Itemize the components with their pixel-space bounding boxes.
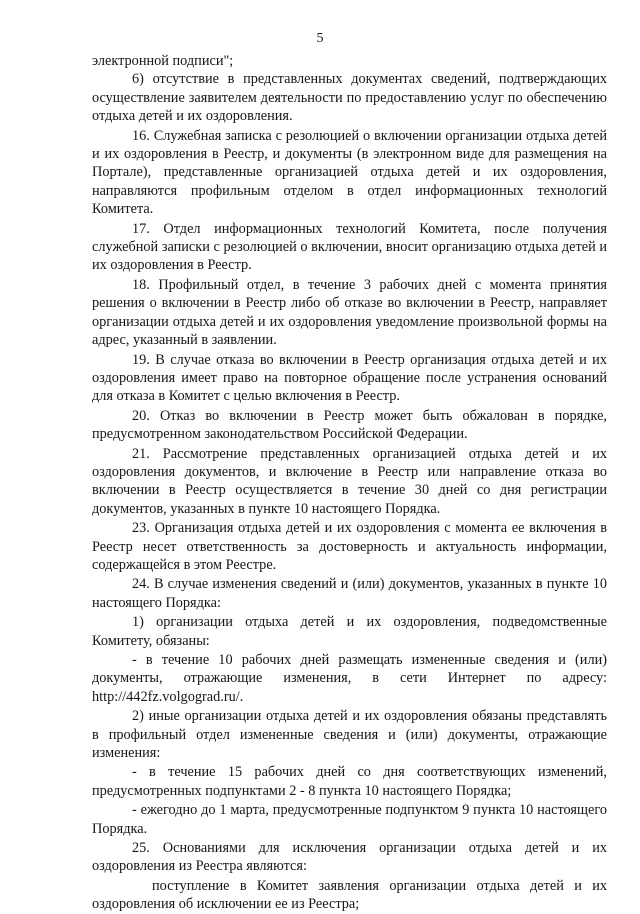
- paragraph-24: 24. В случае изменения сведений и (или) документов, указанных в пункте 10 настоящего Порядка:: [92, 576, 607, 611]
- paragraph-18: 18. Профильный отдел, в течение 3 рабочих дней с момента принятия решения о включении в Реестр либо об отказе во включении в Реестр, направляет организации отдыха детей и их оздоровления уведомление произвольной формы на адрес, указанный в заявлении.: [92, 276, 607, 349]
- paragraph-item-6: 6) отсутствие в представленных документах сведений, подтверждающих осуществление заявителем деятельности по предоставлению услуг по обеспечению отдыха детей и их оздоровления.: [92, 71, 607, 125]
- paragraph-19: 19. В случае отказа во включении в Реестр организация отдыха детей и их оздоровления имеет право на повторное обращение после устранения оснований для отказа в Комитет с целью включения в Реестр.: [92, 351, 607, 405]
- paragraph-24-sub-2-dash-b: - ежегодно до 1 марта, предусмотренные подпунктом 9 пункта 10 настоящего Порядка.: [92, 802, 607, 837]
- paragraph-20: 20. Отказ во включении в Реестр может быть обжалован в порядке, предусмотренном законодательством Российской Федерации.: [92, 407, 607, 443]
- paragraph-25-item: поступление в Комитет заявления организации отдыха детей и их оздоровления об исключении ее из Реестра;: [92, 877, 607, 913]
- paragraph-signature-end: электронной подписи";: [92, 53, 234, 69]
- page-number: 5: [316, 31, 324, 46]
- paragraph-17: 17. Отдел информационных технологий Комитета, после получения служебной записки с резолюцией о включении, вносит организацию отдыха детей и их оздоровления в Реестр.: [92, 220, 607, 274]
- paragraph-21: 21. Рассмотрение представленных организацией отдыха детей и их оздоровления документов, и включение в Реестр или направление отказа во включении в Реестр осуществляется в течение 30 дней со дня регистрации документов, указанных в пункте 10 настоящего Порядка.: [92, 445, 607, 517]
- paragraph-24-sub-1-dash: - в течение 10 рабочих дней размещать измененные сведения и (или) документы, отражающие изменения, в сети Интернет по адресу: http://442fz.volgograd.ru/.: [92, 652, 607, 705]
- paragraph-23: 23. Организация отдыха детей и их оздоровления с момента ее включения в Реестр несет ответственность за достоверность и актуальность информации, содержащейся в этом Реестре.: [92, 520, 607, 573]
- paragraph-24-sub-2-dash-a: - в течение 15 рабочих дней со дня соответствующих изменений, предусмотренных подпунктами 2 - 8 пункта 10 настоящего Порядка;: [92, 764, 607, 799]
- document-body: [92, 52, 607, 914]
- paragraph-24-sub-2: 2) иные организации отдыха детей и их оздоровления обязаны представлять в профильный отдел измененные сведения и (или) документы, отражающие изменения:: [92, 708, 607, 762]
- paragraph-25: 25. Основаниями для исключения организации отдыха детей и их оздоровления из Реестра являются:: [92, 840, 607, 875]
- paragraph-16: 16. Служебная записка с резолюцией о включении организации отдыха детей и их оздоровления в Реестр, и документы (в электронном виде для размещения на Портале), представленные организацией отдыха детей и их оздоровления, направляются профильным отделом в отдел информационных технологий Комитета.: [92, 127, 607, 218]
- paragraph-24-sub-1: 1) организации отдыха детей и их оздоровления, подведомственные Комитету, обязаны:: [92, 614, 607, 649]
